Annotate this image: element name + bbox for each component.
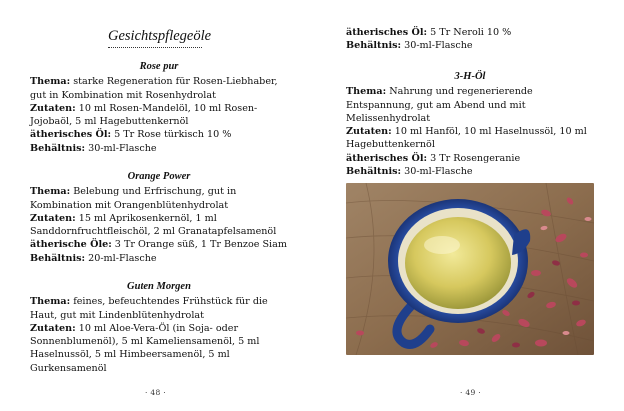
recipe-3-h-oel	[346, 70, 594, 178]
page-number: · 48 ·	[145, 388, 166, 397]
section-title: Gesichtspflegeöle	[108, 28, 212, 44]
recipe-zutaten: Zutaten: 15 ml Aprikosenkernöl, 1 ml Sanddornfruchtfleischöl, 2 ml Granatapfelsamenöl	[30, 212, 277, 238]
recipe-name: 3-H-Öl	[454, 71, 486, 82]
recipe-thema: Thema: Belebung und Erfrischung, gut in Kombination mit Orangenblütenhydrolat	[30, 186, 237, 211]
page-number: · 49 ·	[460, 388, 481, 397]
recipe-behaeltnis: Behältnis: 30-ml-Flasche	[30, 142, 157, 154]
recipe-oel: ätherisches Öl: 3 Tr Rosengeranie	[346, 152, 521, 164]
recipe-thema: Thema: feines, befeuchtendes Frühstück für die Haut, gut mit Lindenblütenhydrolat	[30, 296, 268, 321]
recipe-guten-morgen	[30, 280, 288, 375]
recipe-thema: Thema: Nahrung und regenerierende Entspannung, gut am Abend und mit Melissenhydrolat	[346, 86, 533, 124]
recipe-zutaten: Zutaten: 10 ml Rosen-Mandelöl, 10 ml Rosen-Jojobaöl, 5 ml Hagebuttenkernöl	[30, 102, 258, 128]
recipe-oel: ätherisches Öl: 5 Tr Rose türkisch 10 %	[30, 129, 232, 141]
oil-jug-illustration	[346, 183, 594, 355]
recipe-zutaten: Zutaten: 10 ml Hanföl, 10 ml Haselnussöl, 10 ml Hagebuttenkernöl	[346, 126, 587, 151]
recipe-name: Rose pur	[139, 61, 179, 72]
recipe-name: Orange Power	[127, 171, 191, 182]
title-dotted-rule	[108, 47, 202, 48]
recipe-guten-morgen-continued	[346, 26, 594, 53]
recipe-oel: ätherisches Öl: 5 Tr Neroli 10 %	[346, 27, 512, 38]
recipe-behaeltnis: Behältnis: 30-ml-Flasche	[346, 40, 473, 52]
recipe-orange-power	[30, 170, 288, 265]
recipe-zutaten: Zutaten: 10 ml Aloe-Vera-Öl (in Soja- oder Sonnenblumenöl), 5 ml Kameliensamenöl, 5 ml Haselnussöl, 5 ml Himbeersamenöl, 5 ml Gurkensamenöl	[30, 322, 260, 374]
right-page	[312, 0, 624, 411]
recipe-name: Guten Morgen	[127, 281, 191, 292]
oil-jug-photo	[346, 183, 594, 355]
recipe-rose-pur	[30, 60, 288, 155]
recipe-behaeltnis: Behältnis: 30-ml-Flasche	[346, 166, 473, 178]
recipe-behaeltnis: Behältnis: 20-ml-Flasche	[30, 252, 157, 264]
recipe-oel: ätherische Öle: 3 Tr Orange süß, 1 Tr Benzoe Siam	[30, 239, 287, 251]
recipe-thema: Thema: starke Regeneration für Rosen-Liebhaber, gut in Kombination mit Rosenhydrolat	[30, 76, 278, 101]
